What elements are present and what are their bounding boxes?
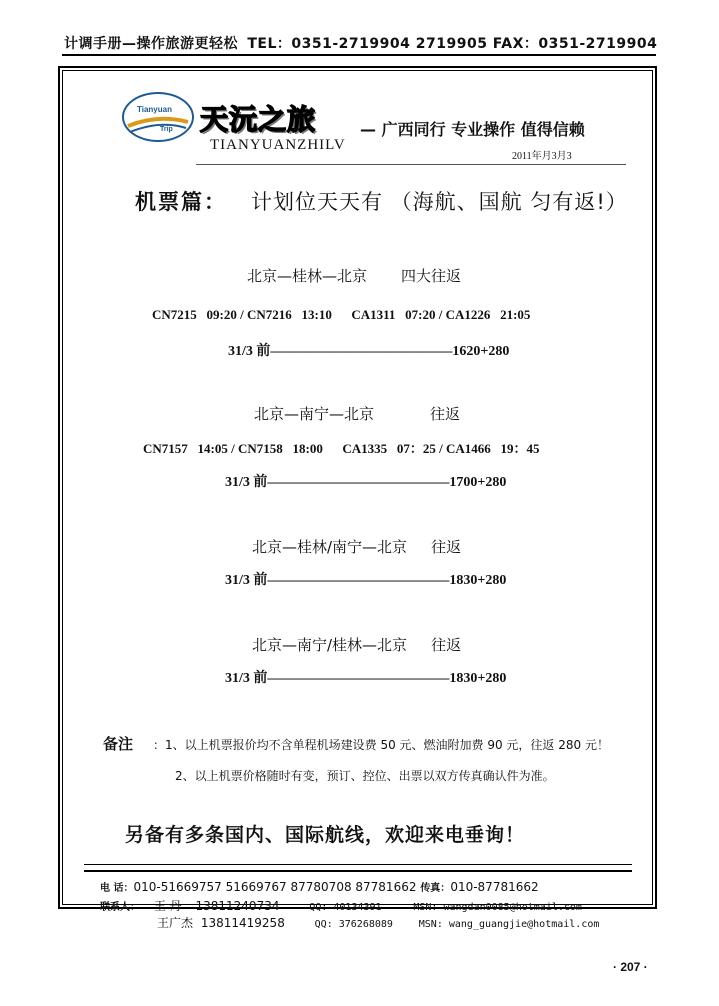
route-name: 北京—南宁—北京 [254,405,375,423]
section-heading [135,186,628,216]
route-name: 北京—桂林—北京 [247,267,368,285]
closing-line: 另备有多条国内、国际航线，欢迎来电垂询！ [125,824,526,846]
route-flights: CN7157 14:05 / CN7158 18:00 CA1335 07：25 / CA1466 19：45 [143,441,540,456]
note-item-2: 2、以上机票价格随时有变，预订、控位、出票以双方传真确认件为准。 [175,769,555,783]
page-header [64,33,658,53]
route-title [247,265,461,286]
contact-person-row [157,914,599,931]
route-price: 31/3 前—————————————1620+280 [228,344,510,359]
logo-swoosh-icon [122,92,194,142]
logo-text-bottom: Trip [160,126,173,133]
section-label: 机票篇： [135,190,227,214]
logo-divider [196,164,626,165]
header-contacts: TEL：0351-2719904 2719905 FAX：0351-2719904 [247,36,658,52]
brand-name-cn: 天沅之旅 [200,103,317,136]
route-price: 31/3 前—————————————1700+280 [225,475,507,490]
issue-date: 2011年月3月3 [512,151,572,162]
route-name: 北京—南宁/桂林—北京 [252,636,408,654]
person-qq: QQ: 40134391 [309,902,382,913]
person-name: 王广杰 [157,916,194,930]
person-qq: QQ: 376268089 [314,919,393,930]
route-title [254,403,460,424]
person-phone: 13811240734 [195,899,280,913]
page-number: · 207 · [613,960,648,974]
brand-slogan: — 广西同行 专业操作 值得信赖 [360,120,585,139]
route-kind: 四大往返 [401,267,462,285]
phone-label: 电 话： [100,883,134,894]
contact-phone-row [100,879,539,894]
route-title [252,536,461,557]
contact-label: 联系人： [100,902,140,913]
contact-divider-thin [84,864,632,865]
logo-text-top: Tianyuan [137,105,172,114]
route-kind: 往返 [431,538,462,556]
brand-name-en: TIANYUANZHILV [210,137,346,153]
phone-value: 010-51669757 51669767 87780708 87781662 [133,880,417,894]
person-name: 王 丹 [153,899,182,913]
person-msn: MSN: wangdan0085@hotmail.com [413,902,582,913]
route-price: 31/3 前—————————————1830+280 [225,671,507,686]
header-tagline: 计调手册—操作旅游更轻松 [64,36,238,52]
route-title [252,634,461,655]
header-divider [62,54,656,56]
route-kind: 往返 [430,405,461,423]
route-kind: 往返 [431,636,462,654]
route-name: 北京—桂林/南宁—北京 [252,538,408,556]
fax-label: 传真： [420,883,451,894]
fax-value: 010-87781662 [450,880,539,894]
section-subtitle: 计划位天天有 （海航、国航 匀有返!） [251,190,628,214]
note-item-1: ：1、以上机票报价均不含单程机场建设费 50 元、燃油附加费 90 元，往返 280 元！ [153,738,609,752]
route-price: 31/3 前—————————————1830+280 [225,573,507,588]
person-msn: MSN: wang_guangjie@hotmail.com [418,919,600,930]
notes-label: 备注 [103,735,134,753]
person-phone: 13811419258 [200,916,285,930]
route-flights: CN7215 09:20 / CN7216 13:10 CA1311 07:20 / CA1226 21:05 [152,307,531,322]
contact-divider-thick [84,870,632,872]
contact-person-row [100,897,582,914]
